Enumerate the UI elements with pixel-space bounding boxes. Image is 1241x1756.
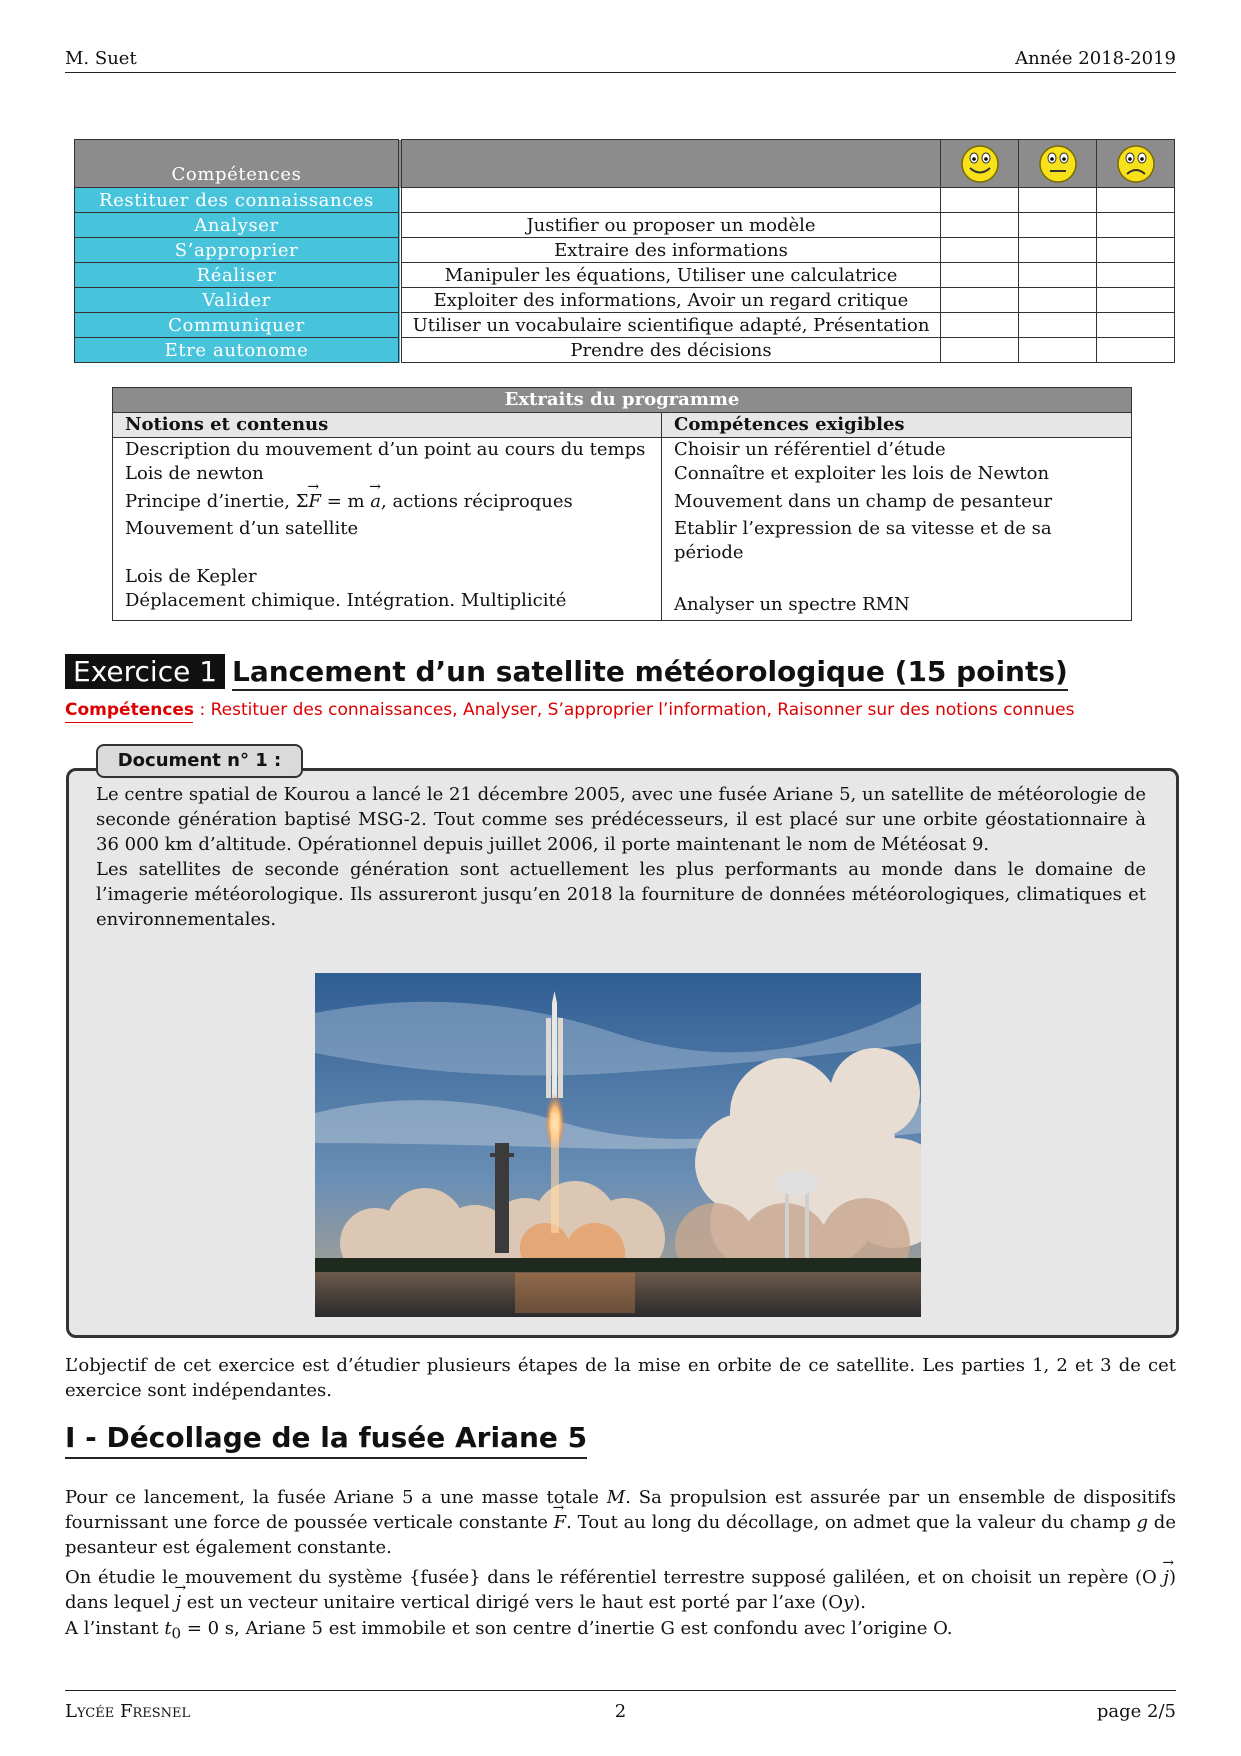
competence-category: Réaliser [75,263,401,288]
document-paragraph-2: Les satellites de seconde génération sont actuellement les plus performants au monde dans le domaine de l’imagerie météorologique. Ils assureront jusqu’en 2018 la fourniture de données météorologiques, climatiques et environnementales. [96,859,1146,930]
programme-competence: Connaître et exploiter les lois de Newton [662,462,1132,486]
exercise-title: Lancement d’un satellite météorologique (15 points) [232,655,1068,691]
evaluation-cell [941,213,1019,238]
competences-text: : Restituer des connaissances, Analyser, S’approprier l’information, Raisonner sur des notions connues [194,700,1075,720]
objective-paragraph: L’objectif de cet exercice est d’étudier plusieurs étapes de la mise en orbite de ce satellite. Les parties 1, 2 et 3 de cet exercice sont indépendantes. [65,1355,1176,1401]
footer-center-number: 2 [614,1701,627,1722]
programme-notion: Principe d’inertie, Σ→ F = m → a, actions réciproques [113,486,662,517]
document-paragraph-1: Le centre spatial de Kourou a lancé le 21 décembre 2005, avec une fusée Ariane 5, un satellite de météorologie de seconde génération baptisé MSG-2. Tout comme ses prédécesseurs, il est placé sur une orbite géostationnaire à 36 000 km d’altitude. Opérationnel depuis juillet 2006, il porte maintenant le nom de Météosat 9. [96,784,1146,855]
programme-notion: Lois de newton [113,462,662,486]
evaluation-cell [941,313,1019,338]
programme-row [113,486,1132,517]
programme-competence: Analyser un spectre RMN [662,589,1132,621]
programme-table [112,387,1132,621]
evaluation-cell [941,238,1019,263]
programme-notion: Description du mouvement d’un point au cours du temps [113,438,662,463]
competence-description: Prendre des décisions [400,338,941,363]
programme-row [113,589,1132,621]
competence-row [75,188,1175,213]
competence-category: Restituer des connaissances [75,188,401,213]
programme-competence [662,565,1132,589]
programme-notion: Mouvement d’un satellite [113,517,662,565]
competence-category: Etre autonome [75,338,401,363]
evaluation-cell [1097,263,1175,288]
evaluation-cell [1097,338,1175,363]
programme-row [113,462,1132,486]
programme-notion: Déplacement chimique. Intégration. Multiplicité [113,589,662,621]
evaluation-cell [1097,188,1175,213]
competence-row [75,213,1175,238]
happy-smiley-icon [960,144,1000,184]
section-paragraph-1: Pour ce lancement, la fusée Ariane 5 a une masse totale M. Sa propulsion est assurée par un ensemble de dispositifs fournissant une force de poussée verticale constante → F. Tout au long du décollage, on admet que la valeur du champ g de pesanteur est également constante. [65,1485,1176,1560]
exercise-label-box [65,654,225,689]
programme-col-notions: Notions et contenus [113,413,662,438]
competences-label: Compétences [65,700,195,720]
header-author: M. Suet [65,48,137,69]
evaluation-cell [1097,213,1175,238]
evaluation-cell [1097,313,1175,338]
evaluation-cell [1097,238,1175,263]
competences-table [74,139,1175,363]
section-paragraph-2: On étudie le mouvement du système {fusée} dans le référentiel terrestre supposé galiléen, et on choisit un repère (O → j) dans lequel → j est un vecteur unitaire vertical dirigé vers le haut est porté par l’axe (Oy). [65,1565,1176,1615]
competence-row [75,263,1175,288]
footer-school: Lycée Fresnel [65,1701,191,1722]
programme-row [113,565,1132,589]
programme-competence: Choisir un référentiel d’étude [662,438,1132,463]
evaluation-cell [1019,188,1097,213]
competence-category: S’approprier [75,238,401,263]
sad-smiley-icon [1116,144,1156,184]
competence-description: Justifier ou proposer un modèle [400,213,941,238]
competence-description: Manipuler les équations, Utiliser une calculatrice [400,263,941,288]
page-footer [65,1690,1176,1731]
programme-col-competences: Compétences exigibles [662,413,1132,438]
programme-notion: Lois de Kepler [113,565,662,589]
competence-description: Exploiter des informations, Avoir un regard critique [400,288,941,313]
section-paragraph-3: A l’instant $t_0 = 0$ s, Ariane 5 est immobile et son centre d’inertie G est confondu avec l’origine O. [65,1618,953,1643]
competence-row [75,338,1175,363]
programme-row [113,517,1132,565]
evaluation-cell [1019,288,1097,313]
programme-competence: Mouvement dans un champ de pesanteur [662,486,1132,517]
section-title: I - Décollage de la fusée Ariane 5 [65,1421,587,1459]
evaluation-cell [1019,238,1097,263]
evaluation-cell [1019,338,1097,363]
competence-category: Communiquer [75,313,401,338]
evaluation-cell [941,188,1019,213]
evaluation-cell [941,288,1019,313]
document-text [96,782,1146,932]
competence-description: Utiliser un vocabulaire scientifique adapté, Présentation [400,313,941,338]
rocket-launch-photo [315,973,921,1317]
exercise-label: Exercice 1 [65,654,225,689]
header-year: Année 2018-2019 [1015,48,1176,69]
evaluation-cell [1097,288,1175,313]
competence-row [75,288,1175,313]
competence-description: Extraire des informations [400,238,941,263]
competence-row [75,238,1175,263]
evaluation-cell [1019,313,1097,338]
neutral-smiley-icon [1038,144,1078,184]
competence-category: Analyser [75,213,401,238]
competences-header: Compétences [75,140,401,188]
competences-header-row [75,140,1175,188]
programme-competence: Etablir l’expression de sa vitesse et de sa période [662,517,1132,565]
page-header [65,44,1176,73]
evaluation-cell [941,338,1019,363]
document-tab: Document n° 1 : [96,744,303,778]
competence-category: Valider [75,288,401,313]
evaluation-cell [1019,213,1097,238]
exercise-competences [65,700,1074,720]
competence-description [400,188,941,213]
evaluation-cell [1019,263,1097,288]
programme-title: Extraits du programme [113,388,1132,413]
evaluation-cell [941,263,1019,288]
footer-page-number: page 2/5 [1096,1701,1176,1722]
programme-row [113,438,1132,463]
competence-row [75,313,1175,338]
